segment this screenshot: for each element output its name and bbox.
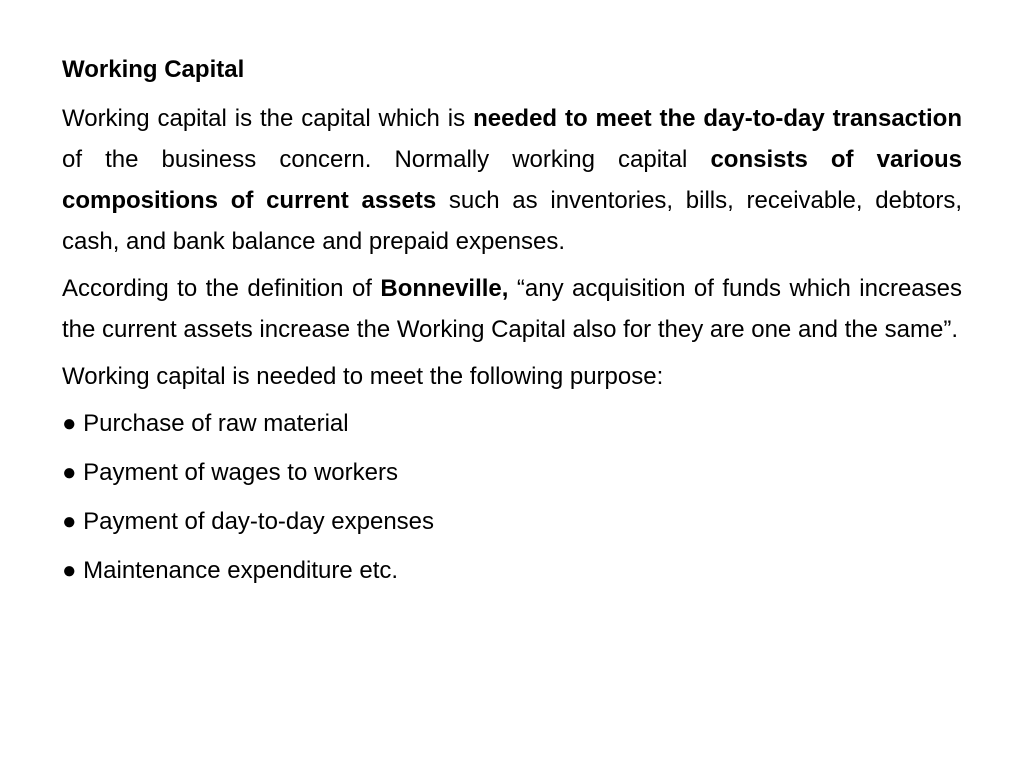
slide-title: Working Capital bbox=[62, 56, 245, 83]
purpose-list bbox=[62, 403, 962, 591]
definition-text-3: such as inventories, bills, receivable, debtors, cash, and bank balance and prepaid expenses. bbox=[62, 187, 962, 255]
bonneville-text-1: According to the definition of bbox=[62, 275, 381, 302]
bonneville-name: Bonneville, bbox=[380, 275, 509, 302]
definition-bold-1: needed to meet the day-to-day transaction bbox=[473, 105, 962, 132]
purpose-item-maintenance: ● Maintenance expenditure etc. bbox=[62, 557, 399, 584]
bonneville-paragraph bbox=[62, 268, 962, 350]
purpose-item-expenses: ● Payment of day-to-day expenses bbox=[62, 508, 435, 535]
definition-text-2: of the business concern. Normally working capital bbox=[62, 146, 711, 173]
purpose-item-raw-material: ● Purchase of raw material bbox=[62, 410, 349, 437]
definition-bold-2: consists of various compositions of current assets bbox=[62, 146, 963, 214]
definition-text-1: Working capital is the capital which is bbox=[62, 105, 474, 132]
purpose-intro: Working capital is needed to meet the following purpose: bbox=[62, 363, 664, 390]
purpose-item-wages: ● Payment of wages to workers bbox=[62, 459, 398, 486]
definition-paragraph bbox=[62, 98, 962, 262]
bonneville-quote: “any acquisition of funds which increases the current assets increase the Working Capital also for they are one and the same”. bbox=[62, 275, 962, 343]
